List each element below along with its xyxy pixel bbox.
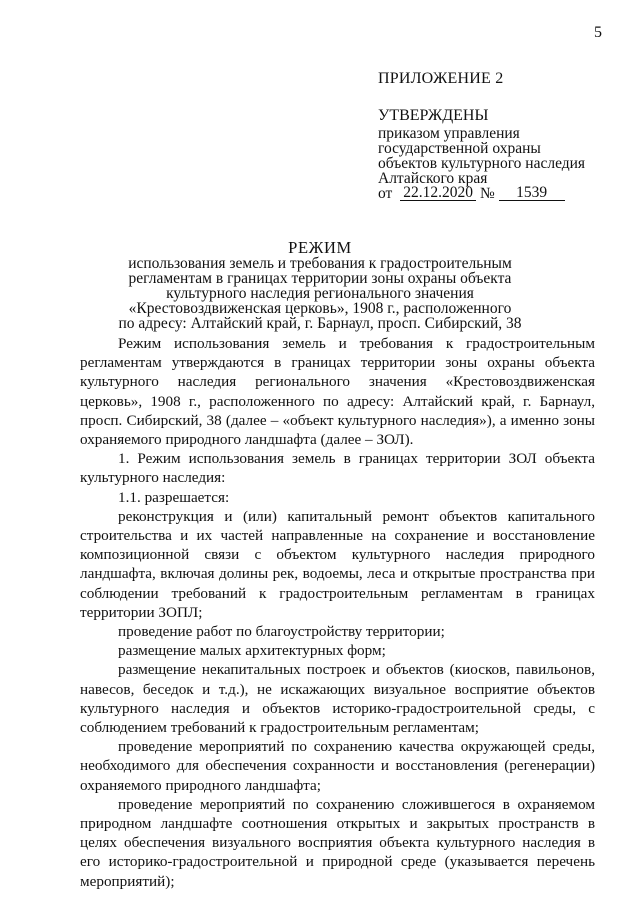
body-paragraph: проведение мероприятий по сохранению сложившегося в охраняемом природном ландшафте соотношения открытых и закрытых пространств в целях обеспечения визуального восприятия объекта культурного наследия в его историко-градостроительной и природной среде (указывается перечень мероприятий); (80, 795, 595, 890)
order-number-label: № (479, 185, 495, 202)
approval-heading: УТВЕРЖДЕНЫ (378, 107, 489, 124)
title-line: регламентам в границах территории зоны охраны объекта (128, 270, 512, 287)
order-number: 1539 (499, 186, 565, 201)
title-line: «Крестовоздвиженская церковь», 1908 г., расположенного (128, 300, 512, 317)
approval-line: приказом управления (378, 125, 520, 142)
body-paragraph: Режим использования земель и требования к градостроительным регламентам утверждаются в границах территории зоны охраны объекта культурного наследия регионального значения «Крестовоздвиженская церковь», 1908 г., расположенного по адресу: Алтайский край, г. Барнаул, просп. Сибирский, 38 (далее – «объект культурного наследия»), а именно зоны охраняемого природного ландшафта (далее – ЗОЛ). (80, 335, 595, 449)
body-paragraph: размещение малых архитектурных форм; (118, 642, 386, 660)
document-title (90, 240, 550, 331)
body-paragraph: 1.1. разрешается: (118, 488, 230, 506)
approval-line: государственной охраны (378, 140, 541, 157)
document-body (80, 334, 595, 891)
title-main: РЕЖИМ (288, 238, 352, 257)
title-line: по адресу: Алтайский край, г. Барнаул, просп. Сибирский, 38 (118, 315, 522, 332)
body-paragraph: 1. Режим использования земель в границах территории ЗОЛ объекта культурного наследия: (80, 450, 595, 487)
order-date: 22.12.2020 (400, 186, 476, 201)
body-paragraph: проведение работ по благоустройству территории; (118, 623, 445, 641)
body-paragraph: реконструкция и (или) капитальный ремонт объектов капитального строительства и их частей направленные на сохранение и восстановление композиционной связи с объектом культурного наследия природного ландшафта, включая долины рек, водоемы, леса и открытые пространства при соблюдении требований к градостроительным регламентам в границах территории ЗОПЛ; (80, 507, 595, 621)
approval-line: объектов культурного наследия (378, 155, 586, 172)
order-reference (378, 186, 618, 201)
title-line: использования земель и требования к градостроительным (128, 255, 512, 272)
appendix-label: ПРИЛОЖЕНИЕ 2 (378, 70, 504, 87)
page-number: 5 (594, 24, 602, 41)
approval-block (378, 108, 618, 201)
body-paragraph: проведение мероприятий по сохранению качества окружающей среды, необходимого для обеспечения сохранности и восстановления (регенерации) охраняемого природного ландшафта; (80, 738, 595, 794)
body-paragraph: размещение некапитальных построек и объектов (киосков, павильонов, навесов, беседок и т.д.), не искажающих визуальное восприятие объектов культурного наследия и объектов историко-градостроительной среды, с соблюдением требований к градостроительным регламентам; (80, 661, 595, 737)
order-from-label: от (378, 185, 393, 202)
approval-line: Алтайского края (378, 170, 488, 187)
title-line: культурного наследия регионального значения (166, 285, 474, 302)
